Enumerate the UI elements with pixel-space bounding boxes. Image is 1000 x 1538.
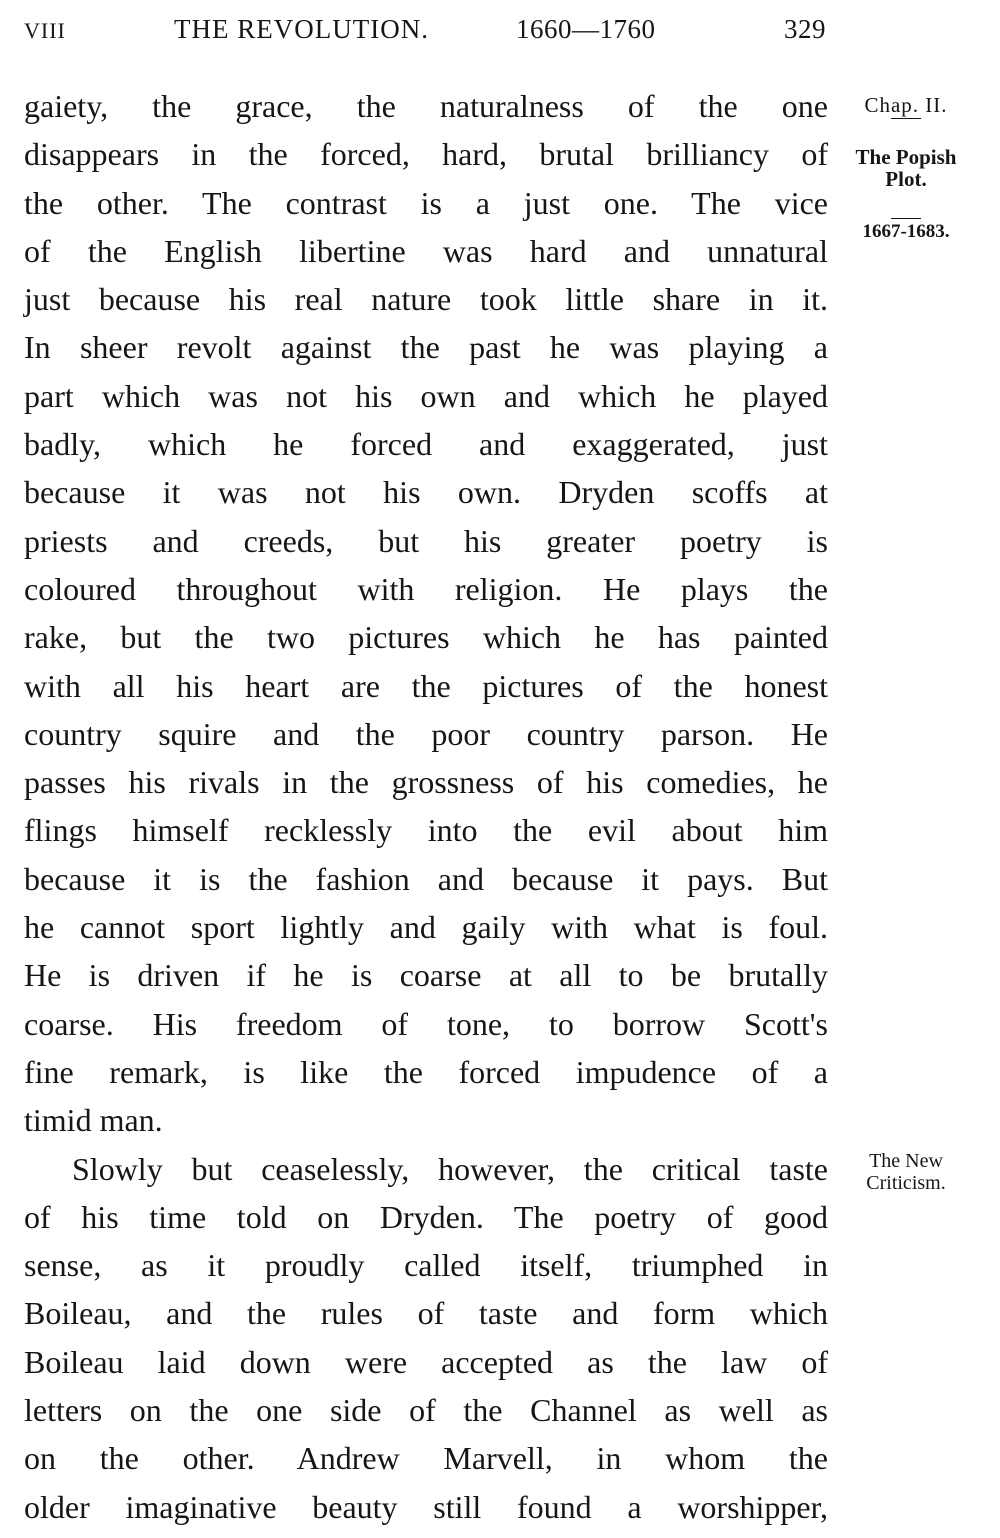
running-head-title: THE REVOLUTION. (174, 14, 429, 44)
running-head (24, 14, 830, 50)
text-line: of his time told on Dryden. The poetry of good (24, 1198, 828, 1235)
text-line: sense, as it proudly called itself, triumphed in (24, 1247, 828, 1284)
text-line: just because his real nature took little share in it. (24, 281, 828, 318)
text-line: fine remark, is like the forced impudence of a (24, 1053, 828, 1090)
page-number: 329 (784, 14, 826, 44)
text-line: with all his heart are the pictures of the honest (24, 667, 828, 704)
text-line: on the other. Andrew Marvell, in whom the (24, 1440, 828, 1477)
body-text (24, 82, 828, 1531)
text-line: flings himself recklessly into the evil about him (24, 812, 828, 849)
text-line: rake, but the two pictures which he has painted (24, 619, 828, 656)
margin-note-topic: The Popish Plot. (855, 145, 957, 191)
text-line: In sheer revolt against the past he was playing a (24, 329, 828, 366)
text-line: because it is the fashion and because it pays. But (24, 860, 828, 897)
text-line: because it was not his own. Dryden scoffs at (24, 474, 828, 511)
text-line: timid man. (24, 1102, 163, 1139)
text-line: the other. The contrast is a just one. The vice (24, 184, 828, 221)
text-line: of the English libertine was hard and unnatural (24, 232, 828, 269)
text-line: older imaginative beauty still found a worshipper, (24, 1488, 828, 1525)
margin-rule (891, 218, 921, 219)
running-head-dates: 1660—1760 (516, 14, 656, 44)
text-line: gaiety, the grace, the naturalness of the one (24, 88, 828, 124)
text-line: he cannot sport lightly and gaily with what is foul. (24, 909, 828, 946)
text-line: priests and creeds, but his greater poetry is (24, 522, 828, 559)
margin-note-years: 1667-1683. (862, 221, 950, 242)
text-line: Boileau laid down were accepted as the law of (24, 1343, 828, 1380)
text-line: He is driven if he is coarse at all to be brutally (24, 957, 828, 994)
margin-note-topic-2: The New Criticism. (866, 1150, 946, 1194)
text-line: passes his rivals in the grossness of his comedies, he (24, 764, 828, 801)
text-line: Boileau, and the rules of taste and form which (24, 1295, 828, 1332)
text-line: letters on the one side of the Channel as well as (24, 1392, 828, 1429)
margin-rule (891, 118, 921, 119)
text-line: badly, which he forced and exaggerated, just (24, 426, 828, 463)
text-line: coarse. His freedom of tone, to borrow Scott's (24, 1005, 828, 1042)
text-line: coloured throughout with religion. He plays the (24, 570, 828, 607)
text-line: disappears in the forced, hard, brutal brilliancy of (24, 136, 828, 173)
text-line: country squire and the poor country parson. He (24, 715, 828, 752)
margin-note-years-block (836, 216, 976, 243)
text-line: part which was not his own and which he played (24, 377, 828, 414)
margin-note-chapter (836, 94, 976, 121)
margin-note-chapter-text: Chap. II. (864, 93, 948, 117)
running-head-chapter: VIII (24, 18, 66, 43)
text-line: Slowly but ceaselessly, however, the critical taste (72, 1150, 828, 1187)
